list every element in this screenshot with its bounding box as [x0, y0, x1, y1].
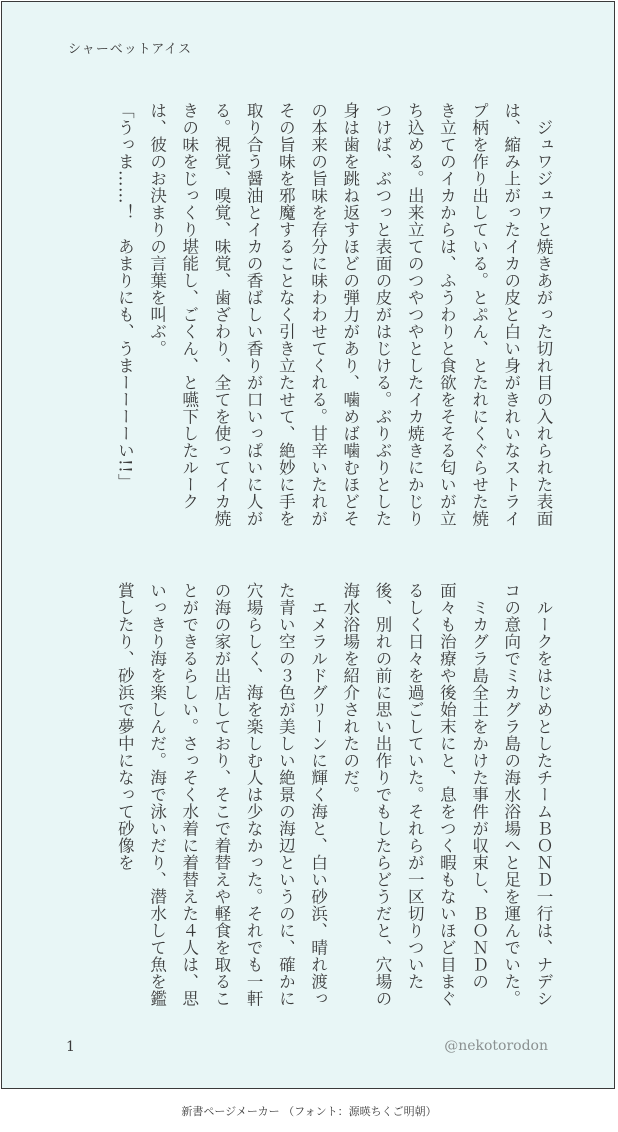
paragraph: ミカグラ島全土をかけた事件が収束し、ＢＯＮＤの面々も治療や後始末にと、息をつく暇もないほど目まぐるしく日々を過ごしていた。それらが一区切りついた後、別れの前に思い出作りでもしたらどうだと、穴場の海水浴場を紹介されたのだ。 [340, 582, 489, 1007]
page-number: 1 [66, 1039, 75, 1055]
author-handle: @nekotorodon [444, 1038, 548, 1054]
paragraph: エメラルドグリーンに輝く海と、白い砂浜、晴れ渡った青い空の３色が美しい絶景の海辺というのに、確かに穴場らしく、海を楽しむ人は少なかった。それでも一軒の海の家が出店しており、そこで着替えや軽食を取ることができるらしい。さっそく水着に着替えた４人は、思いっきり海を楽しんだ。海で泳いだり、潜水して魚を鑑賞したり、砂浜で夢中になって砂像を [115, 582, 328, 1007]
paragraph: ルークをはじめとしたチームＢＯＮＤ一行は、ナデシコの意向でミカグラ島の海水浴場へと足を運んでいた。 [501, 582, 553, 1007]
text-block-top [59, 102, 559, 530]
page-header-title: シャーベットアイス [68, 42, 193, 57]
paragraph: ジュワジュワと焼きあがった切れ目の入れられた表面は、縮み上がったイカの皮と白い身がきれいなストライプ柄を作り出している。とぷん、とたれにくぐらせた焼き立てのイカからは、ふうわりと食欲をそそる匂いが立ち込める。出来立てのつやつやとしたイカ焼きにかじりつけば、ぶつっと表面の皮がはじける。ぶりぶりとした身は歯を跳ね返すほどの弾力があり、噛めば噛むほどその本来の旨味を存分に味わわせてくれる。甘辛いたれがその旨味を邪魔することなく引き立たせて、絶妙に手を取り合う醤油とイカの香ばしい香りが口いっぱいに人がる。視覚、嗅覚、味覚、歯ざわり、全てを使ってイカ焼きの味をじっくり堪能し、ごくん、と嚥下したルークは、彼のお決まりの言葉を叫ぶ。 [147, 102, 553, 527]
book-page [1, 1, 615, 1089]
text-block-bottom [59, 582, 559, 1010]
paragraph: 「うっま……！ あまりにも、うまーーーーい!!」 [115, 102, 135, 491]
generator-credit: 新書ページメーカー （フォント：源暎ちくご明朝） [181, 1105, 437, 1118]
